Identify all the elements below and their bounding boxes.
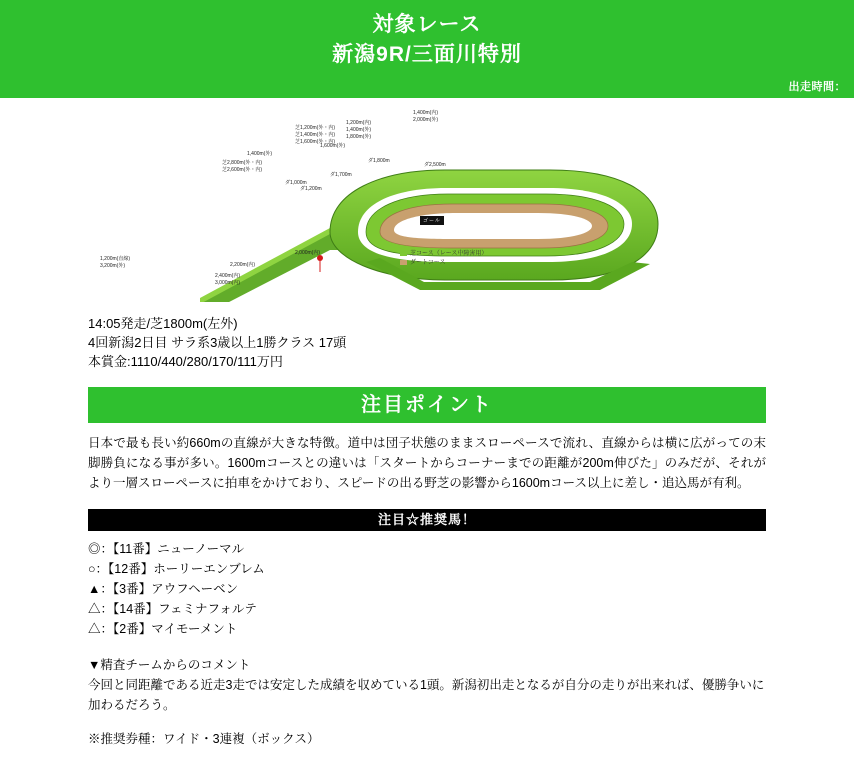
ticket-type-note: ※推奨券種：ワイド・3連複（ボックス）: [88, 732, 320, 746]
list-item: ○：【12番】ホーリーエンブレム: [88, 562, 265, 576]
diagram-label-turf-1200-1600: 芝1,200m(外・内) 芝1,400m(外・内) 芝1,600m(外・内): [295, 125, 336, 145]
focus-point-heading: 注目ポイント: [88, 387, 766, 423]
course-diagram: [170, 102, 690, 302]
recommended-horses-heading: 注目☆推奨馬！: [88, 509, 766, 531]
page-header: [0, 0, 854, 98]
diagram-label-2200: 2,200m(内): [230, 262, 256, 268]
recommended-horses-list: [88, 539, 766, 639]
list-item: ◎：【11番】ニューノーマル: [88, 542, 245, 556]
list-item: △：【14番】フェミナフォルテ: [88, 602, 257, 616]
diagram-label-dirt-1800-top: ダ1,800m: [368, 158, 390, 164]
team-comment-body: 今回と同距離である近走3走では安定した成績を収めている1頭。新潟初出走となるが自分の走りが出来れば、優勝争いに加わるだろう。: [88, 678, 765, 712]
team-comment-heading: ▼精査チームからのコメント: [88, 658, 251, 672]
page-title: 対象レース: [372, 13, 482, 36]
legend-item-turf: [400, 250, 487, 259]
diagram-label-dirt-2500: ダ2,500m: [424, 162, 446, 168]
legend-turf-label: 芝コース（レース中障害用）: [410, 251, 488, 257]
focus-point-paragraph: 日本で最も長い約660mの直線が大きな特徴。道中は団子状態のままスローペースで流れ、直線からは横に広がっての末脚勝負になる事が多い。1600mコースとの違いは「スタートからコーナーまでの距離が200m伸びた」のみだが、それがより一層スローペースに拍車をかけており、スピードの出る野芝の影響から1600mコース以上に差し・追込馬が有利。: [88, 436, 766, 490]
diagram-label-2000: 2,000m(内): [295, 250, 321, 256]
diagram-goal-label: ゴール: [420, 216, 444, 225]
diagram-label-1600: 1,600m(外): [320, 143, 346, 149]
course-diagram-svg: [170, 102, 690, 302]
diagram-label-1200-1400-1800: 1,200m(内) 1,400m(外) 1,800m(外): [346, 120, 372, 140]
race-info-line-2: 4回新潟2日目 サラ系3歳以上1勝クラス 17頭: [88, 335, 347, 350]
diagram-label-2400-3000: 2,400m(内) 3,000m(内): [215, 273, 241, 286]
legend-item-dirt: [400, 259, 487, 268]
diagram-label-dirt-1700: ダ1,700m: [330, 172, 352, 178]
diagram-label-dirt-1200: ダ1,200m: [300, 186, 322, 192]
course-diagram-section: [0, 98, 854, 310]
legend-dirt-label: ダートコース: [410, 260, 446, 266]
race-info-line-3: 本賞金:1110/440/280/170/111万円: [88, 354, 283, 369]
race-info-line-1: 14:05発走/芝1800m(左外): [88, 316, 238, 331]
team-comment-block: [88, 655, 766, 715]
diagram-label-turf-2800-2600: 芝2,800m(外・内) 芝2,600m(外・内): [222, 160, 263, 173]
turf-color-swatch: [400, 251, 407, 256]
diagram-label-1200-straight: 1,200m(直線) 3,200m(外): [100, 256, 131, 269]
diagram-label-1400-out: 1,400m(外): [247, 151, 273, 157]
diagram-label-1400-2000: 1,400m(内) 2,000m(外): [413, 110, 439, 123]
list-item: ▲：【3番】アウフヘーベン: [88, 582, 239, 596]
race-info-block: [0, 310, 854, 373]
diagram-legend: [400, 250, 487, 268]
dirt-color-swatch: [400, 260, 407, 265]
race-name: 新潟9R/三面川特別: [332, 43, 522, 66]
post-time-label: 出走時間：: [788, 81, 846, 93]
list-item: △：【2番】マイモーメント: [88, 622, 238, 636]
diagram-label-dirt-1000: ダ1,000m: [285, 180, 307, 186]
